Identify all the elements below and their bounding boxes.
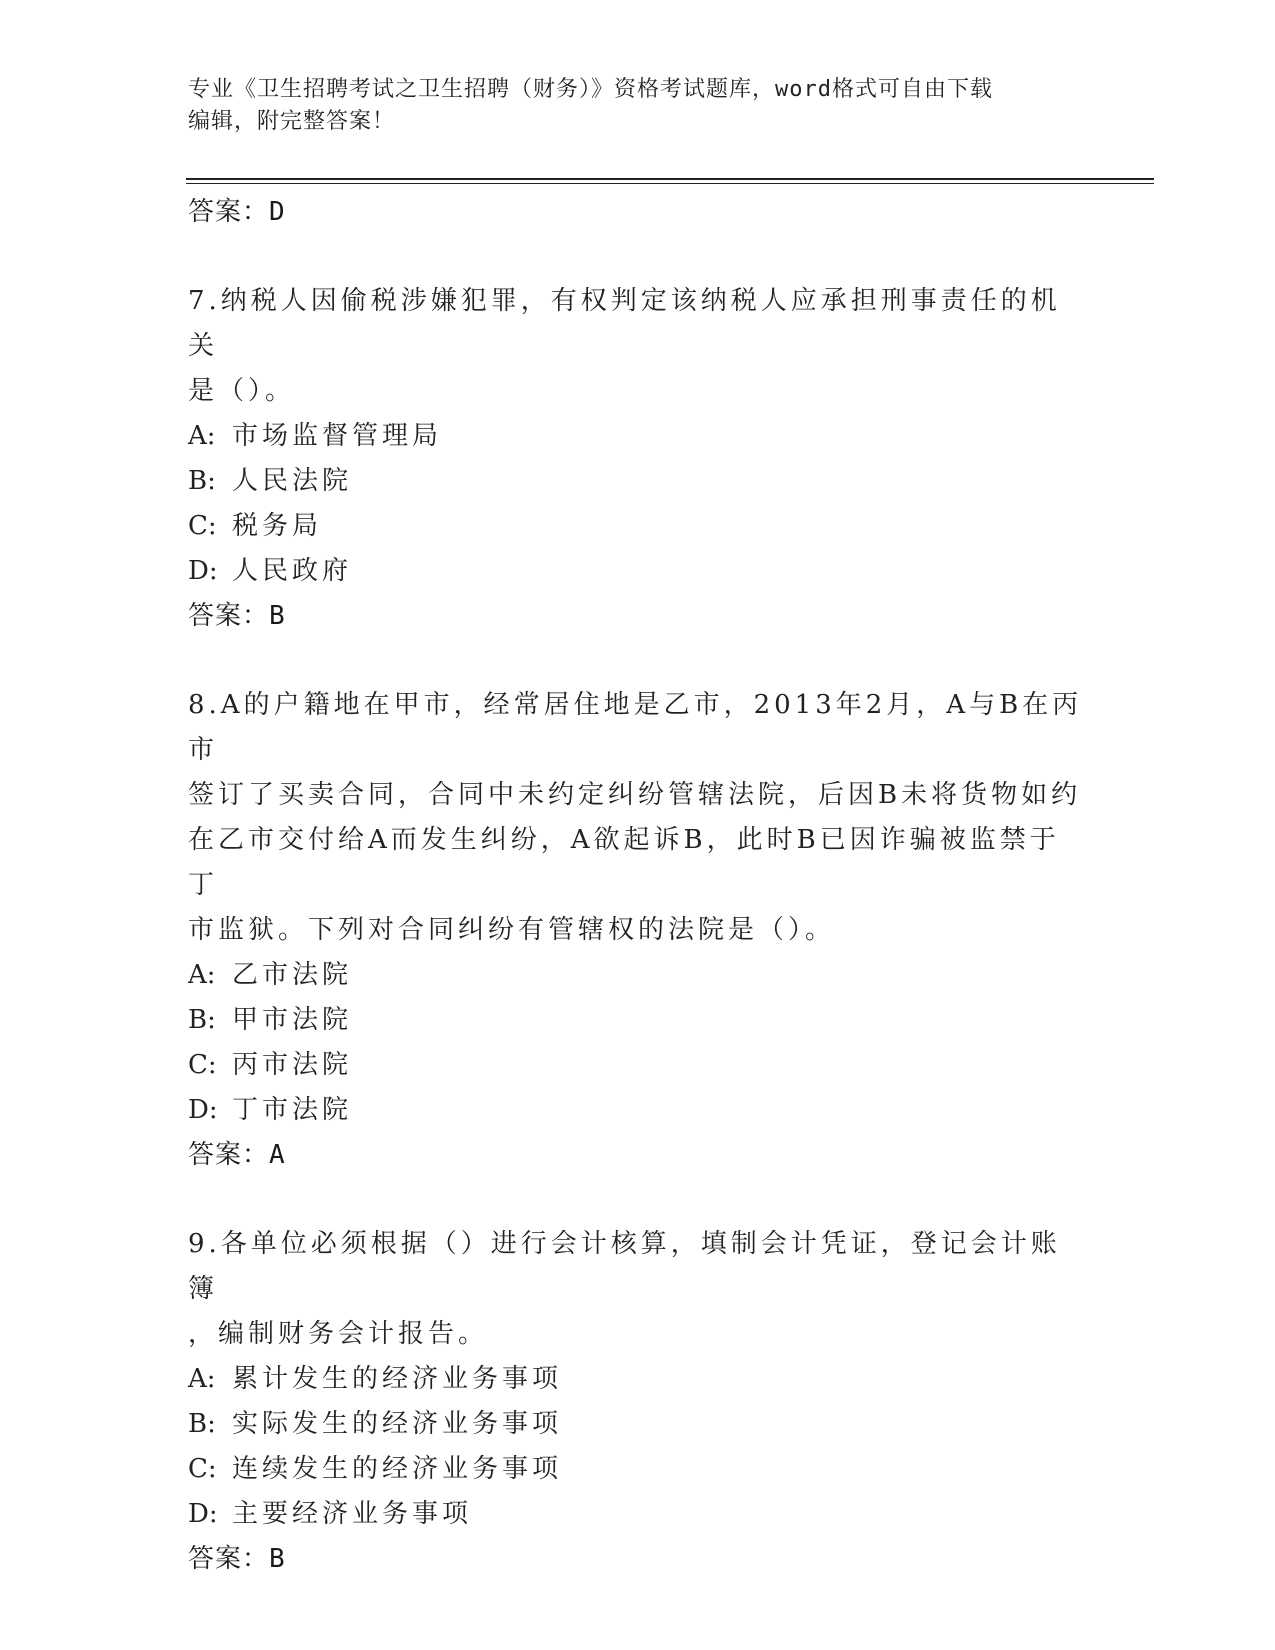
option-text: 人民政府 (232, 556, 353, 586)
spacer (188, 638, 1088, 683)
answer-label: 答案： (188, 1140, 270, 1170)
option-d (188, 549, 1088, 594)
answer-label: 答案： (188, 197, 270, 227)
option-key: C: (188, 511, 217, 541)
option-b (188, 459, 1088, 504)
page-header (188, 74, 1088, 138)
option-c (188, 1043, 1088, 1088)
option-key: D: (188, 556, 218, 586)
answer-label: 答案： (188, 1544, 270, 1574)
option-text: 丙市法院 (232, 1050, 353, 1080)
option-key: B: (188, 1005, 216, 1035)
answer-value: A (269, 1140, 286, 1170)
option-a (188, 953, 1088, 998)
option-d (188, 1088, 1088, 1133)
question-stem-line: 在乙市交付给A而发生纠纷，A欲起诉B，此时B已因诈骗被监禁于丁 (188, 825, 1060, 900)
option-text: 主要经济业务事项 (232, 1499, 473, 1529)
option-text: 税务局 (232, 511, 323, 541)
question-block (188, 1222, 1088, 1581)
option-key: A: (188, 421, 216, 451)
question-stem-line: 7.纳税人因偷税涉嫌犯罪，有权判定该纳税人应承担刑事责任的机关 (188, 286, 1061, 361)
header-line-2: 编辑，附完整答案！ (188, 109, 396, 134)
option-text: 实际发生的经济业务事项 (232, 1409, 563, 1439)
option-text: 甲市法院 (232, 1005, 353, 1035)
option-a (188, 1357, 1088, 1402)
header-divider (186, 178, 1154, 180)
spacer (188, 234, 1088, 279)
option-text: 连续发生的经济业务事项 (232, 1454, 563, 1484)
option-key: B: (188, 466, 216, 496)
option-key: D: (188, 1095, 218, 1125)
question-stem-line: 9.各单位必须根据（）进行会计核算，填制会计凭证，登记会计账簿 (188, 1229, 1061, 1304)
option-text: 人民法院 (232, 466, 353, 496)
spacer (188, 1177, 1088, 1222)
answer-value: D (269, 197, 286, 227)
question-stem-line: 是（）。 (188, 376, 296, 406)
option-text: 丁市法院 (232, 1095, 353, 1125)
option-key: C: (188, 1454, 217, 1484)
question-block (188, 279, 1088, 638)
option-key: A: (188, 1364, 216, 1394)
question-stem-line: 8.A的户籍地在甲市，经常居住地是乙市，2013年2月，A与B在丙市 (188, 690, 1083, 765)
option-text: 累计发生的经济业务事项 (232, 1364, 563, 1394)
question-list (188, 190, 1088, 1581)
answer-label: 答案： (188, 601, 270, 631)
option-d (188, 1492, 1088, 1537)
option-a (188, 414, 1088, 459)
question-answer (188, 594, 1088, 638)
option-key: C: (188, 1050, 217, 1080)
option-b (188, 1402, 1088, 1447)
answer-value: B (269, 1544, 286, 1574)
previous-answer (188, 190, 1088, 234)
question-stem-line: 签订了买卖合同，合同中未约定纠纷管辖法院，后因B未将货物如约 (188, 780, 1082, 810)
option-key: B: (188, 1409, 216, 1439)
question-block (188, 683, 1088, 1177)
answer-value: B (269, 601, 286, 631)
header-divider-thin (186, 183, 1154, 184)
option-c (188, 1447, 1088, 1492)
option-c (188, 504, 1088, 549)
option-key: D: (188, 1499, 218, 1529)
header-line-1: 专业《卫生招聘考试之卫生招聘（财务）》资格考试题库，word格式可自由下载 (188, 77, 993, 102)
question-stem-line: ，编制财务会计报告。 (188, 1319, 489, 1349)
option-text: 乙市法院 (232, 960, 353, 990)
option-key: A: (188, 960, 216, 990)
option-b (188, 998, 1088, 1043)
option-text: 市场监督管理局 (232, 421, 443, 451)
question-answer (188, 1537, 1088, 1581)
question-stem-line: 市监狱。下列对合同纠纷有管辖权的法院是（）。 (188, 915, 836, 945)
question-answer (188, 1133, 1088, 1177)
